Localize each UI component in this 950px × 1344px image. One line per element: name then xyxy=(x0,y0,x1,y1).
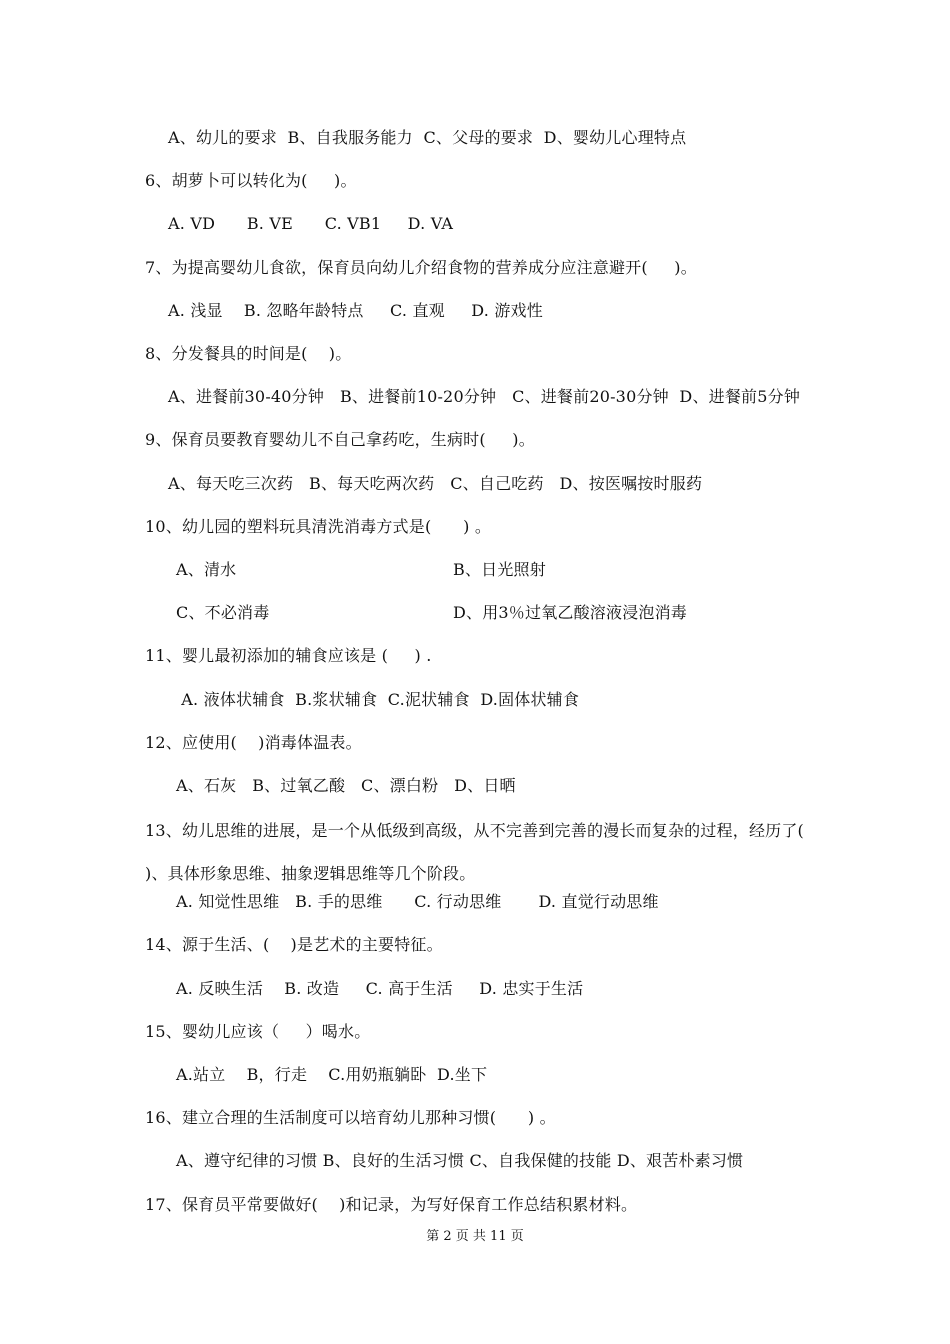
options-q11: A. 液体状辅食 B.浆状辅食 C.泥状辅食 D.固体状辅食 xyxy=(176,690,580,709)
option-10b: B、日光照射 xyxy=(453,560,546,579)
options-q12: A、石灰 B、过氧乙酸 C、漂白粉 D、日晒 xyxy=(176,776,516,795)
options-q9: A、每天吃三次药 B、每天吃两次药 C、自己吃药 D、按医嘱按时服药 xyxy=(168,474,703,493)
options-q8: A、进餐前30-40分钟 B、进餐前10-20分钟 C、进餐前20-30分钟 D、进餐前5分钟 xyxy=(168,387,801,406)
option-10c: C、不必消毒 xyxy=(176,603,270,622)
page-number-footer: 第 2 页 共 11 页 xyxy=(426,1229,524,1244)
option-10a: A、清水 xyxy=(176,560,237,579)
options-q16: A、遵守纪律的习惯 B、良好的生活习惯 C、自我保健的技能 D、艰苦朴素习惯 xyxy=(176,1151,744,1170)
question-10: 10、幼儿园的塑料玩具清洗消毒方式是( ) 。 xyxy=(145,517,492,536)
options-q15: A.站立 B，行走 C.用奶瓶躺卧 D.坐下 xyxy=(176,1065,488,1084)
question-6: 6、胡萝卜可以转化为( )。 xyxy=(145,171,357,190)
question-16: 16、建立合理的生活制度可以培育幼儿那种习惯( ) 。 xyxy=(145,1108,556,1127)
question-8: 8、分发餐具的时间是( )。 xyxy=(145,344,352,363)
question-7: 7、为提高婴幼儿食欲，保育员向幼儿介绍食物的营养成分应注意避开( )。 xyxy=(145,258,697,277)
options-q14: A. 反映生活 B. 改造 C. 高于生活 D. 忠实于生活 xyxy=(176,979,584,998)
question-13: 13、幼儿思维的进展，是一个从低级到高级，从不完善到完善的漫长而复杂的过程，经历了( )、具体形象思维、抽象逻辑思维等几个阶段。 xyxy=(145,821,805,883)
question-17: 17、保育员平常要做好( )和记录，为写好保育工作总结积累材料。 xyxy=(145,1195,638,1214)
options-q5: A、幼儿的要求 B、自我服务能力 C、父母的要求 D、婴幼儿心理特点 xyxy=(168,128,687,147)
question-12: 12、应使用( )消毒体温表。 xyxy=(145,733,362,752)
question-9: 9、保育员要教育婴幼儿不自己拿药吃，生病时( )。 xyxy=(145,430,535,449)
question-11: 11、婴儿最初添加的辅食应该是 ( ) . xyxy=(145,646,432,665)
question-14: 14、源于生活、( )是艺术的主要特征。 xyxy=(145,935,443,954)
options-q7: A. 浅显 B. 忽略年龄特点 C. 直观 D. 游戏性 xyxy=(168,301,543,320)
option-10d: D、用3％过氧乙酸溶液浸泡消毒 xyxy=(453,603,688,622)
question-15: 15、婴幼儿应该（ ）喝水。 xyxy=(145,1022,371,1041)
options-q13: A. 知觉性思维 B. 手的思维 C. 行动思维 D. 直觉行动思维 xyxy=(176,892,659,911)
options-q6: A. VD B. VE C. VB1 D. VA xyxy=(168,214,454,233)
